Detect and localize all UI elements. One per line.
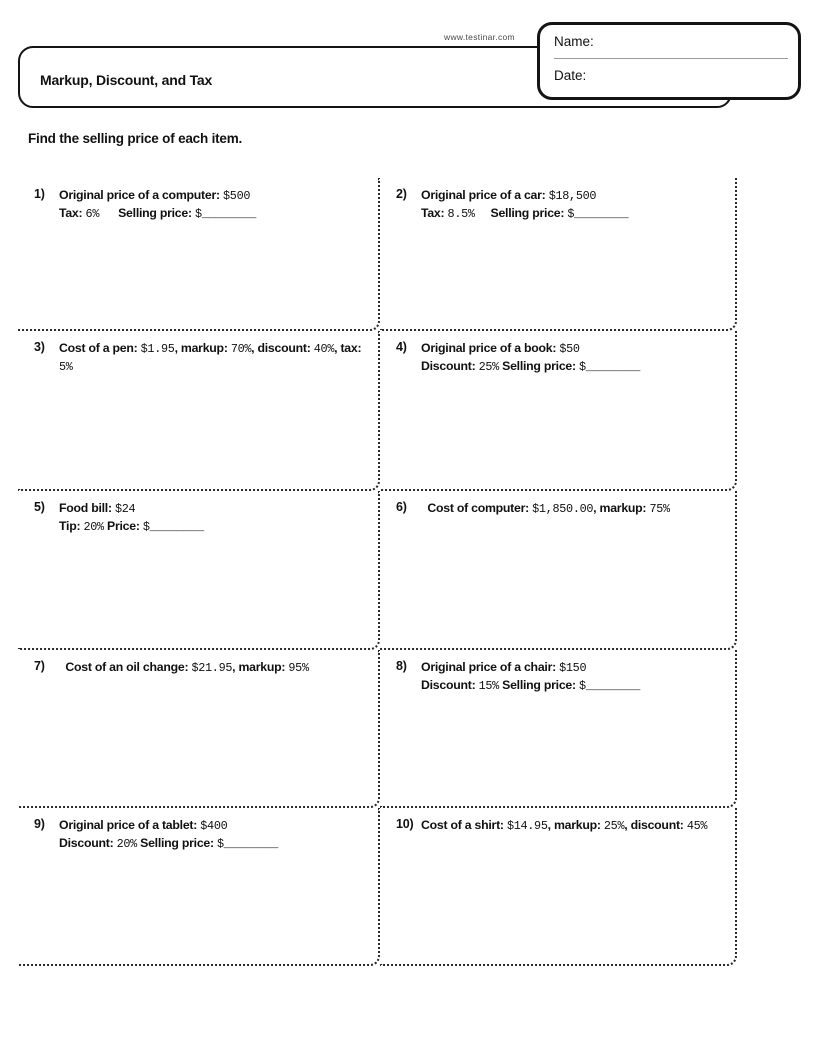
problem-value-segment: $150 (559, 661, 587, 675)
problem-value-segment: $21.95 (191, 661, 233, 675)
problem-value-segment: $________ (579, 679, 641, 693)
problem-number: 6) (396, 500, 407, 514)
problem-value-segment: $400 (200, 819, 228, 833)
problem-label-segment: Food bill: (59, 501, 115, 515)
problem-text (421, 340, 640, 376)
problem-text (59, 500, 204, 536)
problem-label-segment: , markup: (232, 660, 289, 674)
problem-label-segment: , tax: (334, 341, 365, 355)
problem-value-segment: $1,850.00 (532, 502, 594, 516)
problem-number: 8) (396, 659, 407, 673)
problem-number: 4) (396, 340, 407, 354)
name-field (540, 25, 798, 49)
problem-cell (18, 178, 380, 331)
problem-number: 5) (34, 500, 45, 514)
problem-label-segment: Selling price: (136, 836, 218, 850)
problem-value-segment: $________ (142, 520, 204, 534)
problem-value-segment: 45% (686, 819, 708, 833)
problem-value-segment: 25% (478, 360, 499, 374)
problem-value-segment: $500 (223, 189, 251, 203)
problem-label-segment: , markup: (174, 341, 231, 355)
date-label: Date: (554, 68, 587, 83)
problem-number: 2) (396, 187, 407, 201)
problem-label-segment: Tax: (59, 206, 86, 220)
problem-value-segment: 40% (313, 342, 335, 356)
problem-text (59, 659, 309, 677)
problem-label-segment: Original price of a book: (421, 341, 560, 355)
problems-grid (18, 178, 737, 966)
problem-cell (18, 808, 380, 966)
problem-value-segment: 8.5% (447, 207, 475, 221)
worksheet-title: Markup, Discount, and Tax (40, 72, 213, 88)
problem-label-segment: Selling price: (498, 678, 580, 692)
problem-value-segment: 6% (85, 207, 100, 221)
problem-label-segment: Original price of a car: (421, 188, 549, 202)
problem-label-segment: Cost of a pen: (59, 341, 141, 355)
problem-label-segment: , markup: (593, 501, 650, 515)
problem-value-segment: 5% (59, 360, 73, 374)
problem-text (59, 817, 278, 853)
problem-value-segment: $50 (559, 342, 580, 356)
problem-cell (380, 331, 737, 491)
problem-label-segment: Discount: (59, 836, 117, 850)
problem-label-segment: , markup: (547, 818, 604, 832)
problem-label-segment: Price: (103, 519, 143, 533)
problem-value-segment: $________ (579, 360, 641, 374)
problem-value-segment: $________ (567, 207, 629, 221)
problem-label-segment: Selling price: (99, 206, 195, 220)
problem-value-segment: 95% (288, 661, 309, 675)
problem-value-segment: 20% (83, 520, 104, 534)
problem-number: 9) (34, 817, 45, 831)
problem-label-segment: Discount: (421, 678, 479, 692)
problem-value-segment: 25% (603, 819, 625, 833)
problem-text (59, 187, 256, 223)
problem-value-segment: $14.95 (506, 819, 548, 833)
problem-value-segment: 20% (116, 837, 137, 851)
problem-label-segment: Tip: (59, 519, 84, 533)
problem-label-segment: , discount: (624, 818, 687, 832)
problem-label-segment: Original price of a tablet: (59, 818, 201, 832)
problem-cell (380, 808, 737, 966)
problem-label-segment: Discount: (421, 359, 479, 373)
problem-cell (380, 650, 737, 808)
problem-label-segment: Cost of an oil change: (59, 660, 192, 674)
problem-cell (18, 650, 380, 808)
problem-value-segment: $________ (195, 207, 257, 221)
problem-cell (380, 178, 737, 331)
problem-cell (18, 331, 380, 491)
problem-number: 1) (34, 187, 45, 201)
problem-number: 10) (396, 817, 414, 831)
problem-text (59, 340, 366, 376)
problem-text (421, 659, 640, 695)
problem-value-segment: $1.95 (140, 342, 175, 356)
instruction-text: Find the selling price of each item. (28, 131, 243, 146)
problem-value-segment: $18,500 (548, 189, 597, 203)
problem-label-segment: Selling price: (474, 206, 568, 220)
problem-label-segment: Original price of a computer: (59, 188, 224, 202)
problem-label-segment: Cost of a shirt: (421, 818, 507, 832)
date-field (540, 59, 798, 83)
problem-label-segment: , discount: (251, 341, 314, 355)
problem-label-segment: Original price of a chair: (421, 660, 560, 674)
problem-number: 3) (34, 340, 45, 354)
problem-label-segment: Tax: (421, 206, 448, 220)
problem-value-segment: $________ (217, 837, 279, 851)
website-url: www.testinar.com (444, 32, 515, 42)
problem-value-segment: 70% (230, 342, 252, 356)
problem-text (421, 187, 628, 223)
problem-value-segment: 15% (478, 679, 499, 693)
problem-number: 7) (34, 659, 45, 673)
name-date-box (537, 22, 801, 100)
problem-cell (18, 491, 380, 650)
problem-label-segment: Cost of computer: (421, 501, 533, 515)
problem-text (421, 817, 707, 835)
name-label: Name: (554, 34, 594, 49)
problem-text (421, 500, 670, 518)
problem-value-segment: 75% (649, 502, 670, 516)
problem-value-segment: $24 (115, 502, 136, 516)
problem-cell (380, 491, 737, 650)
problem-label-segment: Selling price: (498, 359, 580, 373)
